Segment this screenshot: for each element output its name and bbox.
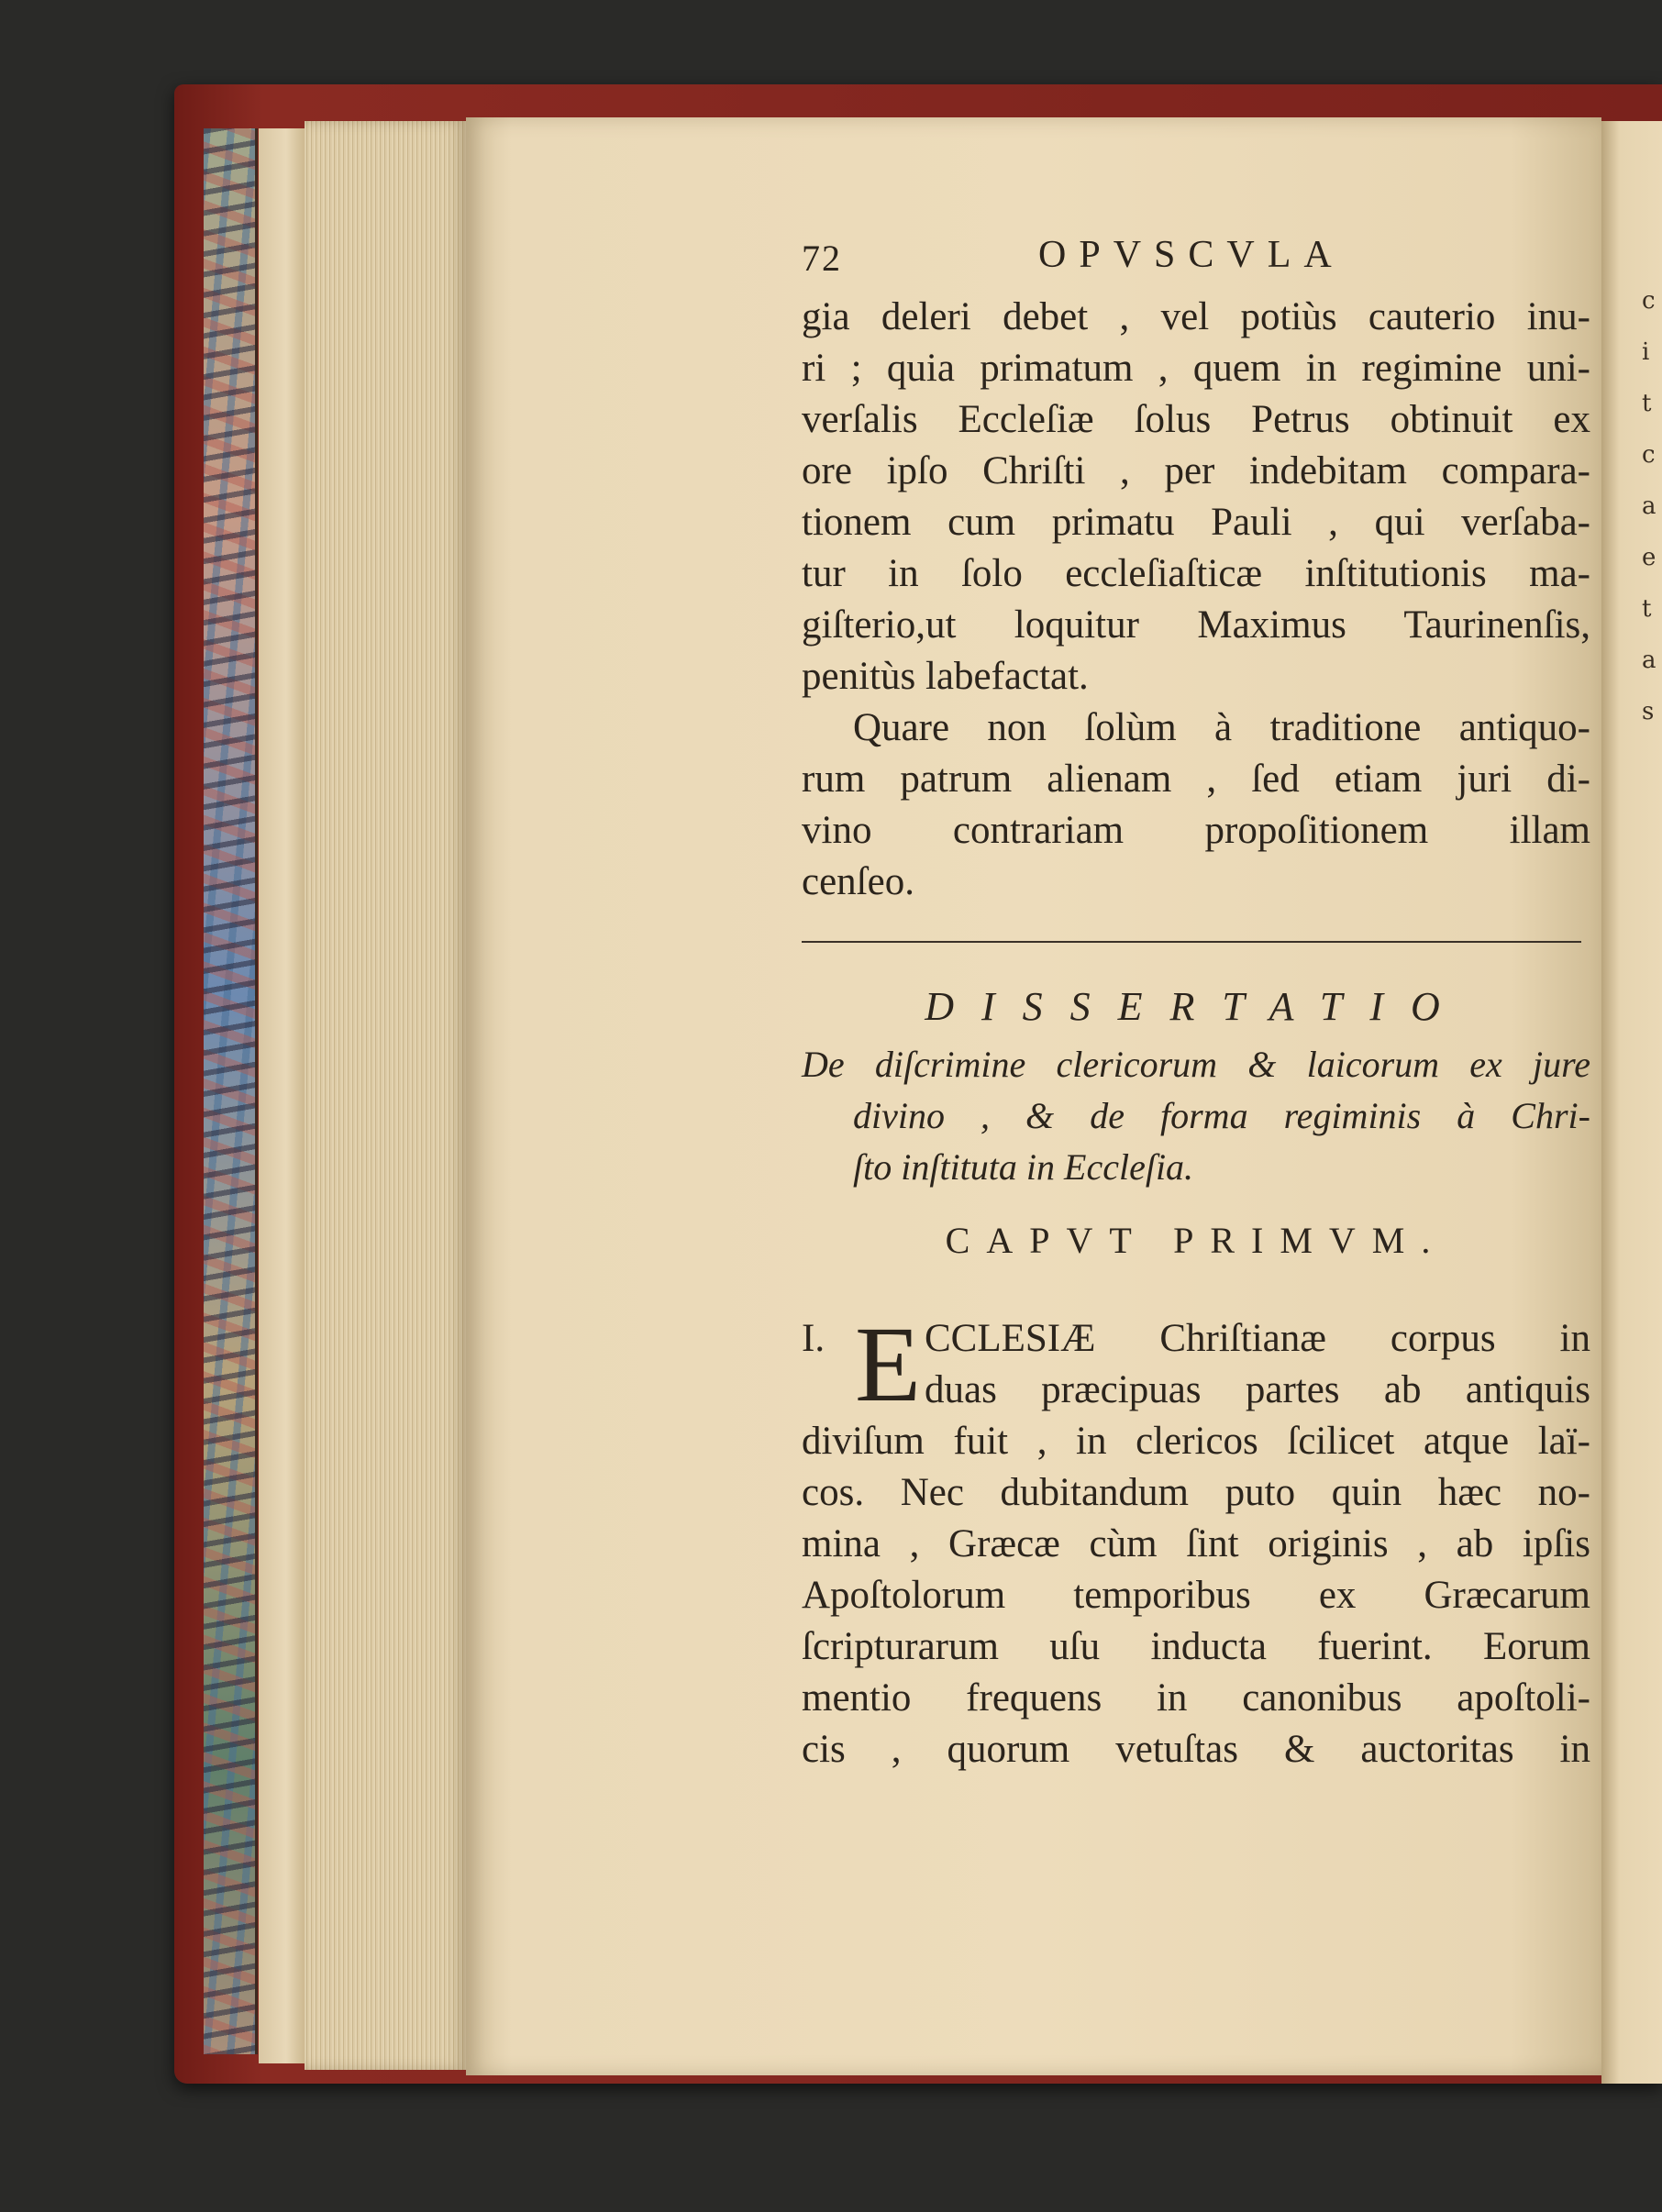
section-body-line: Apoſtolorum temporibus ex Græcarum <box>802 1574 1590 1617</box>
paragraph-1-line: ri ; quia primatum , quem in regimine uni- <box>802 347 1590 390</box>
facing-page-char: c <box>1642 441 1656 469</box>
chapter-heading: CAPVT PRIMVM. <box>945 1220 1447 1261</box>
section-body-line: cis , quorum vetuſtas & auctoritas in <box>802 1728 1590 1771</box>
paragraph-1-line: tur in ſolo eccleſiaſticæ inſtitutionis ma- <box>802 552 1590 595</box>
section-body-line: mentio frequens in canonibus apoſtoli- <box>802 1676 1590 1720</box>
section-body-line: mina , Græcæ cùm ſint originis , ab ipſis <box>802 1522 1590 1565</box>
section-rule <box>802 941 1581 943</box>
paragraph-1-line: tionem cum primatu Pauli , qui verſaba- <box>802 501 1590 544</box>
section-body <box>802 1304 1590 1775</box>
subtitle-line: De diſcrimine clericorum & laicorum ex jure <box>802 1044 1590 1085</box>
paragraph-1-line: ore ipſo Chriſti , per indebitam compara- <box>802 449 1590 492</box>
paragraph-2-line: cenſeo. <box>802 860 914 903</box>
paragraph-2-line: rum patrum alienam , ſed etiam juri di- <box>802 758 1590 801</box>
section-number: I. <box>802 1317 825 1360</box>
subtitle-line: ſto inſtituta in Eccleſia. <box>853 1146 1194 1188</box>
subtitle-line: divino , & de forma regiminis à Chri- <box>853 1095 1590 1136</box>
facing-page-char: e <box>1642 544 1656 571</box>
facing-page-char: i <box>1642 338 1650 366</box>
facing-page-char: s <box>1642 698 1655 725</box>
facing-page-char: a <box>1642 647 1656 674</box>
facing-page-char: a <box>1642 492 1656 520</box>
paragraph-1 <box>802 292 1590 702</box>
paragraph-1-line: gia deleri debet , vel potiùs cauterio inu- <box>802 295 1590 338</box>
paragraph-1-line: penitùs labefactat. <box>802 655 1089 698</box>
blank-leaf <box>259 128 305 2063</box>
paragraph-2-line: Quare non ſolùm à traditione antiquo- <box>853 706 1590 749</box>
section-body-line: cos. Nec dubitandum puto quin hæc no- <box>802 1471 1590 1514</box>
dissertation-title: DISSERTATIO <box>925 984 1468 1029</box>
page-text <box>802 234 1590 1775</box>
facing-page-char: t <box>1642 390 1652 417</box>
paragraph-2 <box>802 702 1590 908</box>
facing-page-char: t <box>1642 595 1652 623</box>
section-body-line: ſcripturarum uſu inducta fuerint. Eorum <box>802 1625 1590 1668</box>
paragraph-1-line: verſalis Eccleſiæ ſolus Petrus obtinuit ex <box>802 398 1590 441</box>
page-header <box>802 234 1590 292</box>
page-edges <box>305 121 466 2070</box>
section-body-line: diviſum fuit , in clericos ſcilicet atque laï- <box>802 1420 1590 1463</box>
section-body-line: duas præcipuas partes ab antiquis <box>925 1368 1590 1411</box>
drop-cap: E <box>855 1304 922 1424</box>
dissertation-subtitle <box>802 1039 1590 1193</box>
section-body-line: CCLESIÆ Chriſtianæ corpus in <box>925 1317 1590 1360</box>
running-head: OPVSCVLA <box>1038 234 1345 276</box>
paragraph-2-line: vino contrariam propoſitionem illam <box>802 809 1590 852</box>
page-number: 72 <box>802 238 842 279</box>
facing-page-char: c <box>1642 287 1656 315</box>
marbled-endpaper <box>204 128 258 2054</box>
paragraph-1-line: giſterio,ut loquitur Maximus Taurinenſis, <box>802 603 1590 647</box>
facing-page-text <box>1642 275 1660 737</box>
